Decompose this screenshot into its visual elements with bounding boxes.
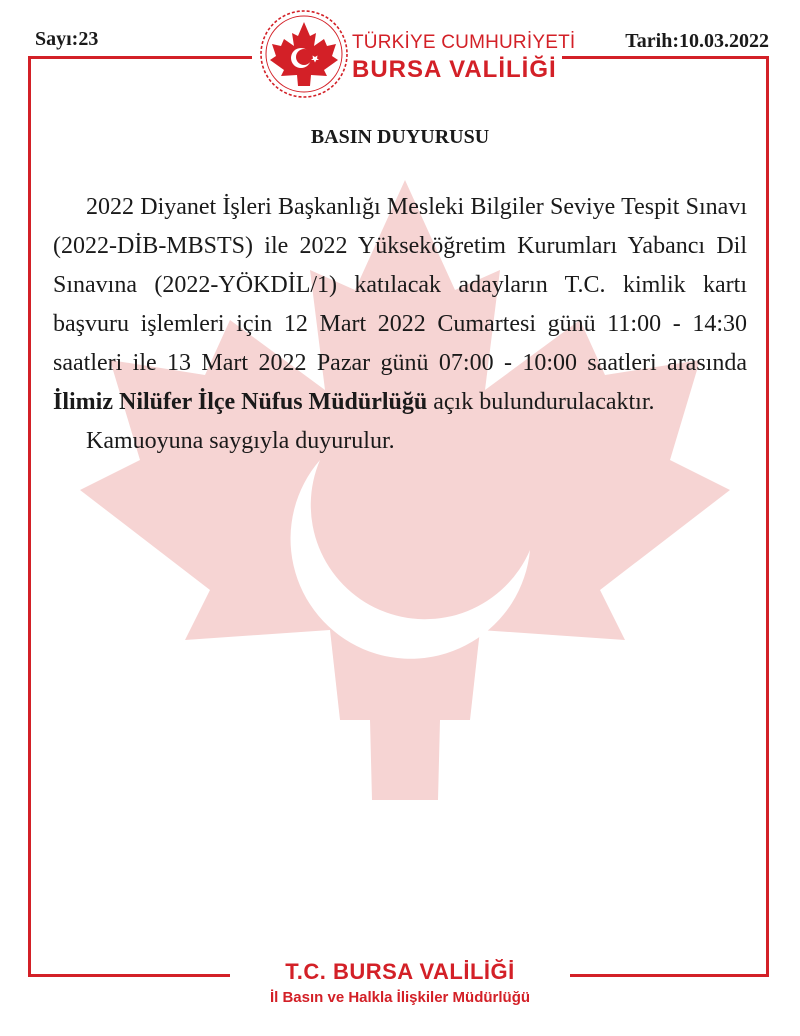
paragraph-closing: Kamuoyuna saygıyla duyurulur. — [86, 428, 395, 454]
paragraph-bold-location: İlimiz Nilüfer İlçe Nüfus Müdürlüğü — [53, 389, 428, 415]
document-date: Tarih:10.03.2022 — [621, 30, 773, 53]
press-release-heading: BASIN DUYURUSU — [310, 126, 490, 148]
footer-title: T.C. BURSA VALİLİĞİ — [285, 959, 515, 984]
footer — [230, 955, 570, 1025]
logo-governorship-text: BURSA VALİLİĞİ — [352, 56, 557, 83]
maple-leaf-crescent-star-emblem-icon — [258, 8, 350, 100]
logo-republic-text: TÜRKİYE CUMHURİYETİ — [352, 32, 576, 53]
governorship-logo — [252, 6, 576, 102]
paragraph-text: 2022 Diyanet İşleri Başkanlığı Mesleki Bilgiler Seviye Tespit Sınavı (2022-DİB-MBSTS) ile 2022 Yükseköğretim Kurumları Yabancı Dil Sınavına (2022-YÖKDİL/1) katılacak adayların T.C. kimlik kartı başvuru işlemleri için 12 Mart 2022 Cumartesi günü 11:00 - 14:30 saatleri ile 13 Mart 2022 Pazar günü 07:00 - 10:00 saatleri arasında — [53, 194, 747, 376]
document-number: Sayı:23 — [31, 28, 102, 51]
document-body — [53, 188, 747, 461]
footer-subtitle: İl Basın ve Halkla İlişkiler Müdürlüğü — [269, 989, 531, 1006]
paragraph-announcement — [53, 188, 747, 422]
paragraph-text-end: açık bulundurulacaktır. — [427, 389, 655, 415]
